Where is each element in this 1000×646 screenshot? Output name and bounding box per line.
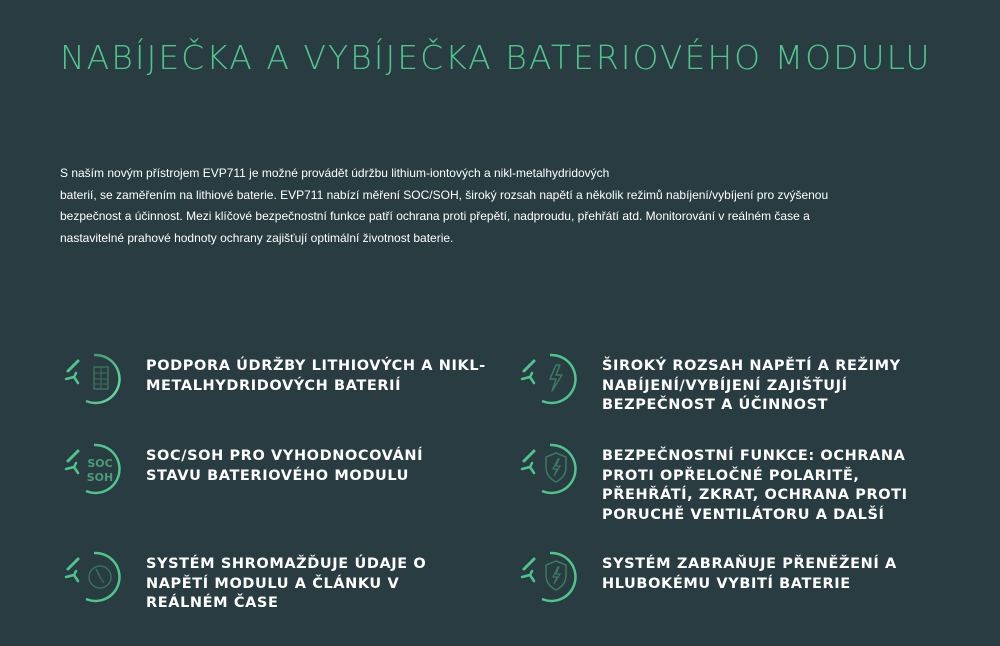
soc-soh-icon	[64, 441, 124, 497]
lightning-icon	[520, 351, 580, 407]
feature-realtime-data	[64, 555, 446, 614]
feature-text: PODPORA ÚDRŽBY LITHIOVÝCH A NIKL-METALHYDRIDOVÝCH BATERIÍ	[146, 358, 486, 394]
feature-text: SOC/SOH PRO VYHODNOCOVÁNÍ STAVU BATERIOVÉHO MODULU	[146, 448, 424, 484]
page-title: NABÍJEČKA A VYBÍJEČKA BATERIOVÉHO MODULU	[60, 38, 932, 77]
feature-voltage-range	[520, 357, 922, 416]
intro-line: nastavitelné prahové hodnoty ochrany zajišťují optimální životnost baterie.	[60, 230, 454, 245]
feature-battery-support	[64, 357, 496, 407]
feature-soc-soh	[64, 447, 476, 497]
intro-line: bezpečnost a účinnost. Mezi klíčové bezpečnostní funkce patří ochrana proti přepětí, nadproudu, přehřátí atd. Monitorování v reálném čase a	[60, 209, 810, 223]
feature-text: SYSTÉM SHROMAŽĎUJE ÚDAJE O NAPĚTÍ MODULU A ČLÁNKU V REÁLNÉM ČASE	[146, 556, 427, 611]
gauge-icon	[64, 549, 124, 605]
feature-overcharge-protection	[520, 555, 922, 605]
soc-label: SOC	[87, 457, 113, 470]
shield-lightning-icon	[520, 549, 580, 605]
intro-paragraph	[60, 163, 860, 249]
soh-label: SOH	[86, 471, 114, 484]
feature-text: SYSTÉM ZABRAŇUJE PŘENĚŽENÍ A HLUBOKÉMU VYBITÍ BATERIE	[602, 556, 897, 592]
feature-safety-functions	[520, 447, 922, 525]
shield-lightning-icon	[520, 441, 580, 497]
intro-line: baterií, se zaměřením na lithiové baterie. EVP711 nabízí měření SOC/SOH, široký rozsah napětí a několik režimů nabíjení/vybíjení pro zvýšenou	[60, 187, 829, 202]
feature-text: ŠIROKÝ ROZSAH NAPĚTÍ A REŽIMY NABÍJENÍ/VYBÍJENÍ ZAJIŠŤUJÍ BEZPEČNOST A ÚČINNOST	[602, 358, 901, 413]
battery-modules-icon	[64, 351, 124, 407]
feature-text: BEZPEČNOSTNÍ FUNKCE: OCHRANA PROTI OPŘELOČNÉ POLARITĚ, PŘEHŘÁTÍ, ZKRAT, OCHRANA PROTI PORUCHĚ VENTILÁTORU A DALŠÍ	[602, 448, 908, 523]
intro-line: S naším novým přístrojem EVP711 je možné provádět údržbu lithium-iontových a nikl-metalhydridových	[60, 166, 610, 180]
